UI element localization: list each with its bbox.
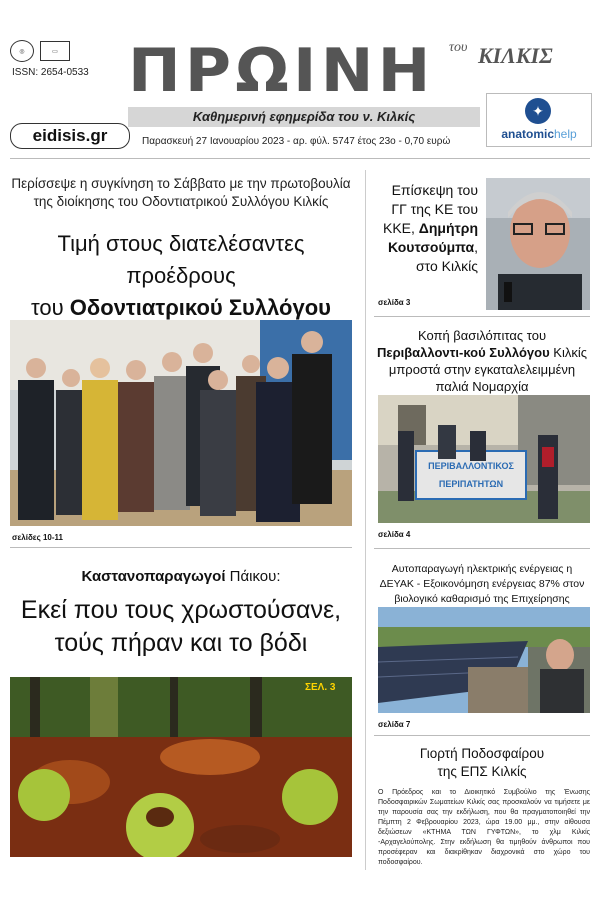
story2-headline[interactable]: Εκεί που τους χρωστούσανε, τούς πήραν και το βόδι [20, 596, 342, 657]
website-badge[interactable]: eidisis.gr [10, 123, 130, 149]
column-divider [365, 170, 366, 870]
side4-body: Ο Πρόεδρος και το Διοικητικό Συμβούλιο της Ένωσης Ποδοσφαιρικών Σωματείων Κιλκίς σας προσκαλούν να τιμήσετε με την παρουσία σας την εκδήλωση, που θα πραγματοποιηθεί την Πέμπτη 2 Φεβρουαρίου 2023, ώρα 19.00 μμ., στην αίθουσα δεξιώσεων «ΚΤΗΜΑ ΤΩΝ ΓΥΦΤΩΝ», το χλμ Κιλκίς -Αρχαγελούπολης. Στην εκδήλωση θα τιμηθούν άνθρωποι που προσέφεραν και διακρίθηκαν διαχρονικά στο χώρο του ποδοσφαίρου. [378, 789, 590, 866]
newspaper-title: ΠΡΩΙΝΗ [128, 36, 435, 106]
eihea-logo-icon: ▭ [40, 41, 70, 61]
side2-headline[interactable]: Κοπή βασιλόπιτας του Περιβαλλοντι-κού Συλλόγου Κιλκίς μπροστά στην εγκαταλελειμμένη παλιά Νομαρχία [377, 328, 587, 394]
story2-kicker: Καστανοπαραγωγοί Πάικου: [81, 568, 281, 585]
story1-kicker: Περίσσεψε η συγκίνηση το Σάββατο με την πρωτοβουλία της διοίκησης του Οδοντιατρικού Συλλόγου Κιλκίς [11, 176, 351, 209]
side1-headline[interactable]: Επίσκεψη του ΓΓ της ΚΕ του ΚΚΕ, Δημήτρη Κουτσούμπα, στο Κιλκίς [383, 182, 478, 274]
title-tou: του [449, 40, 468, 55]
side2-banner-line1: ΠΕΡΙΒΑΛΛΟΝΤΙΚΟΣ [428, 461, 514, 471]
story1-divider [10, 547, 352, 548]
anatomichelp-ad[interactable] [486, 93, 592, 147]
side1-caption: σελίδα 3 [378, 298, 411, 307]
press-association-logo-icon: ◎ [10, 40, 34, 62]
side2-banner-line2: ΠΕΡΙΠΑΤΗΤΩΝ [438, 479, 504, 489]
side3-divider [374, 735, 590, 736]
header-divider [10, 158, 590, 159]
side3-headline[interactable]: Αυτοπαραγωγή ηλεκτρικής ενέργειας η ΔΕΥΑΚ - Εξοικονόμηση ενέργειας 87% στον βιολογικό καθαρισμό της Επιχείρησης [379, 563, 585, 605]
side3-caption: σελίδα 7 [378, 720, 411, 729]
side2-divider [374, 548, 590, 549]
title-region: ΚΙΛΚΙΣ [478, 43, 553, 68]
issn-number: ISSN: 2654-0533 [12, 67, 89, 78]
story1-headline[interactable]: Τιμή στους διατελέσαντες προέδρους του Οδοντιατρικού Συλλόγου [31, 231, 331, 320]
side1-photo-portrait[interactable] [486, 178, 590, 310]
story1-caption: σελίδες 10-11 [12, 533, 63, 542]
edition-info: Παρασκευή 27 Ιανουαρίου 2023 - αρ. φύλ. 5747 έτος 23ο - 0,70 ευρώ [142, 136, 451, 147]
publisher-logos [10, 40, 72, 62]
side2-photo[interactable] [378, 395, 590, 523]
side1-divider [374, 316, 590, 317]
ad-brand: anatomichelp [501, 127, 577, 141]
side4-headline[interactable]: Γιορτή Ποδοσφαίρου της ΕΠΣ Κιλκίς [419, 746, 545, 779]
side2-caption: σελίδα 4 [378, 530, 411, 539]
tagline: Καθημερινή εφημερίδα του ν. Κιλκίς [128, 107, 480, 127]
story2-page-badge: ΣΕΛ. 3 [305, 682, 336, 693]
side3-photo-solar[interactable] [378, 607, 590, 713]
story1-photo[interactable] [10, 320, 352, 526]
anatomic-logo-icon: ✦ [525, 98, 551, 124]
story2-photo-chestnuts[interactable] [10, 677, 352, 857]
